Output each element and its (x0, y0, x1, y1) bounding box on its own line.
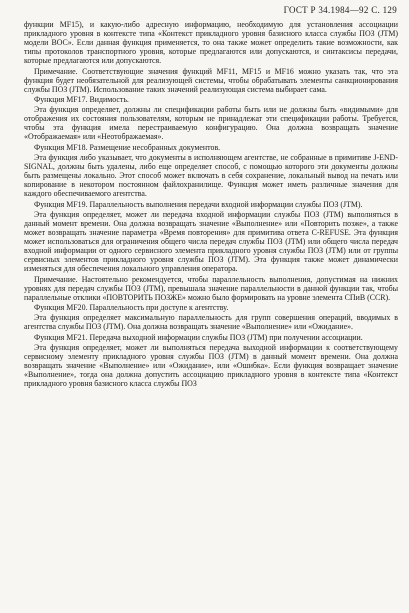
standard-number: ГОСТ Р 34.1984—92 (283, 5, 369, 15)
paragraph: Эта функция определяет, может ли выполняться передача выходной информации к соответствующему сервисному элементу прикладного уровня службы ПОЗ (JTM) в данный момент времени. Она должна возвращать значение «Выполнение» или «Ожидание», или «Ошибка». Если функция возвращает значение «Выполнение», тогда она должна допустить ассоциацию прикладного уровня в контексте типа «Контекст прикладного уровня базисного класса службы ПОЗ (24, 343, 398, 389)
page-header (284, 5, 397, 15)
paragraph: функции MF15), и какую-либо адресную информацию, необходимую для установления ассоциации прикладного уровня в контексте типа «Контекст прикладного уровня базисного класса службы ПОЗ (JTM) модели ВОС». Если данная функция применяется, то она также может определить такие возможности, как типы протоколов транспортного уровня, которые предлагаются или допускаются, и синтаксисы передачи, которые предлагаются или допускаются. (24, 20, 398, 66)
document-body (24, 20, 398, 390)
page-number: С. 129 (371, 5, 397, 15)
paragraph: Эта функция определяет, может ли передача входной информации службы ПОЗ (JTM) выполняться в данный момент времени. Она должна возвращать значение «Выполнение» или «Повторить позже», а также может возвращать значение параметра «Время повторения» для примитива ответа C-REFUSE. Эта функция может использоваться для ограничения общего числа передач службы ПОЗ (JTM) или общего числа передач входной информации от одного сервисного элемента прикладного уровня службы ПОЗ (JTM) или от группы сервисных элементов прикладного уровня службы ПОЗ (JTM). Эта функция также может динамически изменяться для обеспечения локального управления оператора. (24, 210, 398, 274)
paragraph: Эта функция либо указывает, что документы в исполняющем агентстве, не собранные в примитиве J-END-SIGNAL, должны быть удалены, либо еще определяет способ, с помощью которого эти документы должны быть размещены локально. Этот способ может включать в себя сохранение, локальный вывод на печать или копирование в некотором постоянном файлохранилище. Функция может иметь различные значения для каждого обеспечиваемого агентства. (24, 153, 398, 199)
paragraph: Эта функция определяет максимальную параллельность для групп совершения операций, вводимых в агентства службы ПОЗ (JTM). Она должна возвращать значение «Выполнение» или «Ожидание». (24, 313, 398, 332)
note-paragraph: Примечание. Соответствующие значения функций MF11, MF15 и MF16 можно указать так, что эта функция будет необязательной для реализующей системы, чтобы обрабатывать элементы санкционирования службы ПОЗ (JTM). Использование таких значений реализующая система выбирает сама. (24, 66, 398, 94)
function-heading: Функция MF20. Параллельность при доступе к агентству. (34, 303, 229, 313)
function-heading: Функция MF18. Размещение несобранных документов. (34, 142, 221, 152)
function-heading: Функция MF17. Видимость. (34, 94, 129, 104)
paragraph: Эта функция определяет, должны ли спецификации работы быть или не должны быть «видимыми» для отображения их состояния пользователям, которым не принадлежат эти спецификации работы. Требуется, чтобы эта функция имела перестраиваемую конфигурацию. Она должна возвращать значение «Отображаемая» или «Неотображаемая». (24, 105, 398, 142)
function-heading: Функция MF21. Передача выходной информации службы ПОЗ (JTM) при получении ассоциации. (34, 332, 363, 342)
note-paragraph: Примечание. Настоятельно рекомендуется, чтобы параллельность выполнения, допустимая на нижних уровнях для передач службы ПОЗ (JTM), превышала значение параллельности в данной функции так, чтобы параллельные отклики «ПОВТОРИТЬ ПОЗЖЕ» можно было формировать на уровне элемента СПиВ (CCR). (24, 274, 398, 302)
function-heading: Функция MF19. Параллельность выполнения передачи входной информации службы ПОЗ (JTM). (34, 199, 363, 209)
